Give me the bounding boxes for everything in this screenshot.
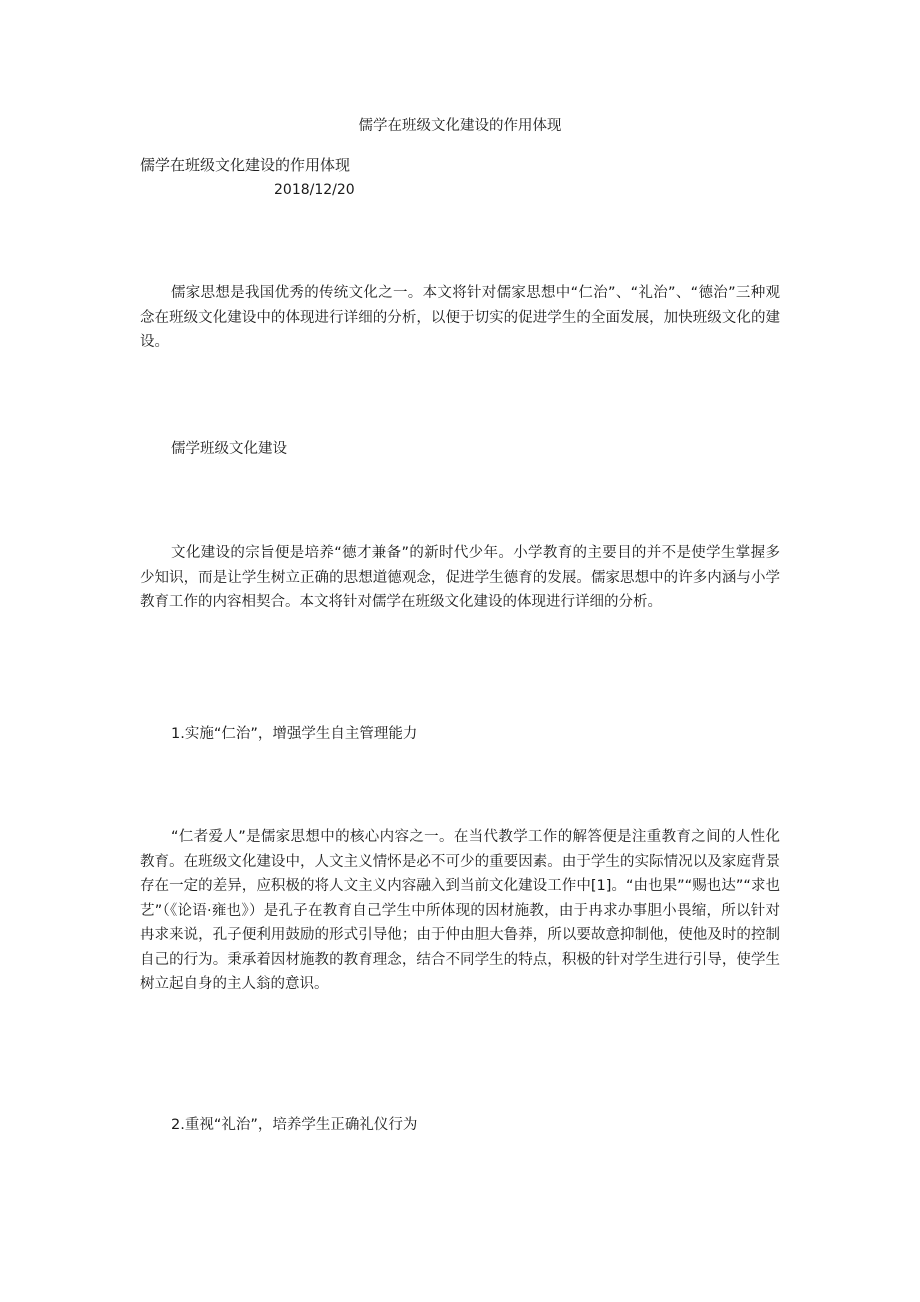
heading-ren-zhi: 1.实施“仁治”，增强学生自主管理能力 xyxy=(171,726,418,742)
document-title: 儒学在班级文化建设的作用体现 xyxy=(358,118,562,134)
document-subtitle: 儒学在班级文化建设的作用体现 xyxy=(140,156,351,174)
section-heading: 儒学班级文化建设 xyxy=(171,441,287,457)
culture-paragraph: 文化建设的宗旨便是培养“德才兼备”的新时代少年。小学教育的主要目的并不是使学生掌握多少知识，而是让学生树立正确的思想道德观念，促进学生德育的发展。儒家思想中的许多内涵与小学教育工作的内容相契合。本文将针对儒学在班级文化建设的体现进行详细的分析。 xyxy=(140,545,780,610)
intro-paragraph: 儒家思想是我国优秀的传统文化之一。本文将针对儒家思想中“仁治”、“礼治”、“德治”三种观念在班级文化建设中的体现进行详细的分析，以便于切实的促进学生的全面发展，加快班级文化的建设。 xyxy=(140,285,780,350)
heading-li-zhi: 2.重视“礼治”，培养学生正确礼仪行为 xyxy=(171,1117,418,1133)
ren-zhi-paragraph: “仁者爱人”是儒家思想中的核心内容之一。在当代教学工作的解答便是注重教育之间的人性化教育。在班级文化建设中，人文主义情怀是必不可少的重要因素。由于学生的实际情况以及家庭背景存在一定的差异，应积极的将人文主义内容融入到当前文化建设工作中[1]。“由也果”“赐也达”“求也艺”（《论语·雍也》）是孔子在教育自己学生中所体现的因材施教，由于冉求办事胆小畏缩，所以针对冉求来说，孔子便利用鼓励的形式引导他；由于仲由胆大鲁莽，所以要故意抑制他，使他及时的控制自己的行为。秉承着因材施教的教育理念，结合不同学生的特点，积极的针对学生进行引导，使学生树立起自身的主人翁的意识。 xyxy=(140,829,780,992)
document-date: 2018/12/20 xyxy=(274,182,355,198)
